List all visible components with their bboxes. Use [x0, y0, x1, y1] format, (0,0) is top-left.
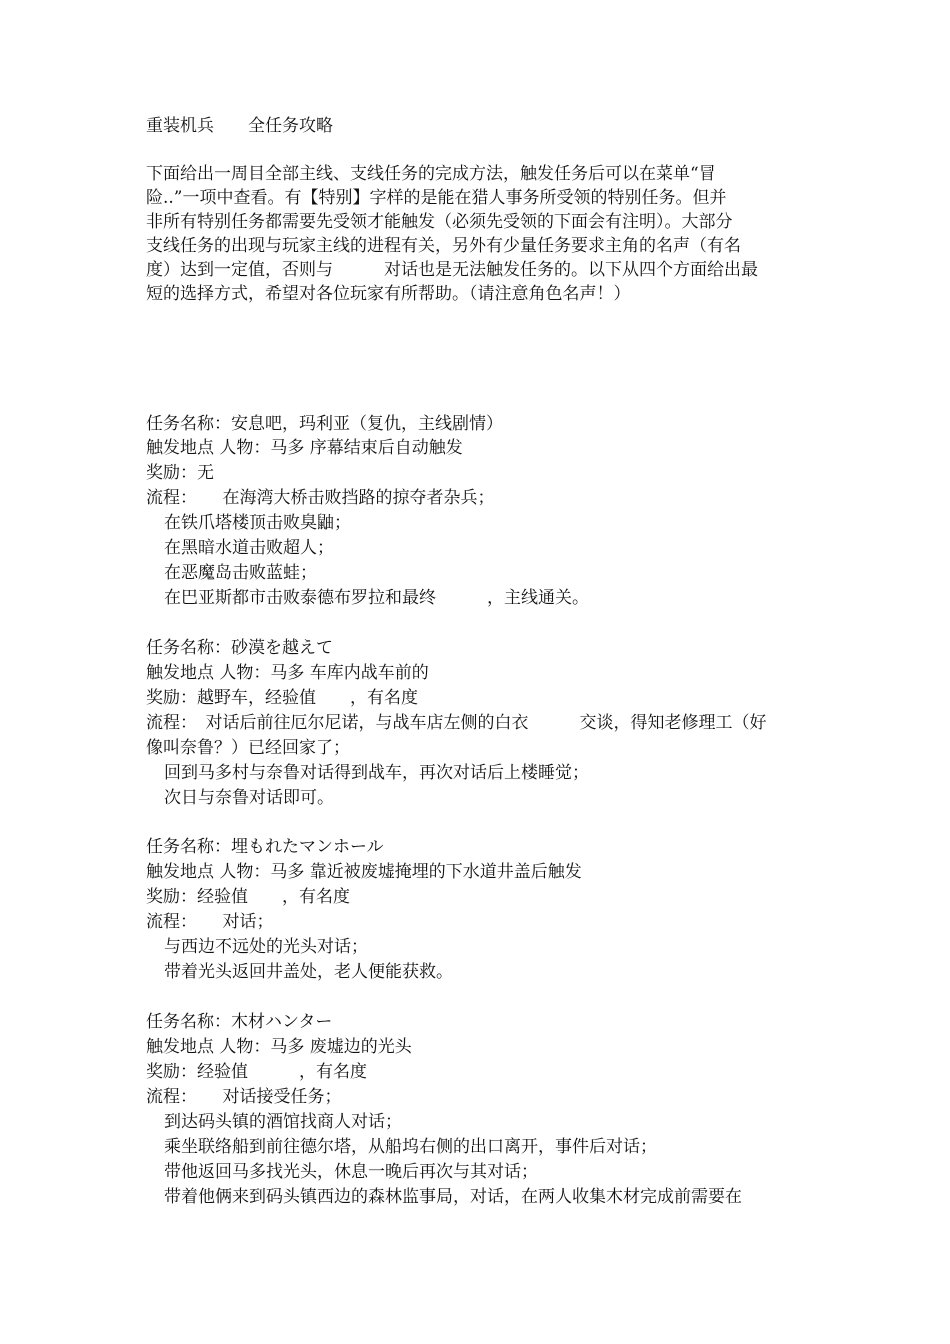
quest-step: 回到马多村与奈鲁对话得到战车，再次对话后上楼睡觉；: [164, 763, 589, 783]
quest-step: 与西边不远处的光头对话；: [164, 937, 368, 957]
quest-step: 带他返回马多找光头，休息一晚后再次与其对话；: [164, 1162, 538, 1182]
intro-line: 度）达到一定值，否则与 对话也是无法触发任务的。以下从四个方面给出最: [146, 260, 758, 280]
quest-step: 带着光头返回井盖处，老人便能获救。: [164, 962, 453, 982]
quest-step: 到达码头镇的酒馆找商人对话；: [164, 1112, 402, 1132]
quest-reward: 奖励：越野车，经验值 ，有名度: [146, 688, 418, 708]
quest-trigger: 触发地点 人物：马多 序幕结束后自动触发: [146, 438, 463, 458]
quest-flow: 流程： 在海湾大桥击败挡路的掠夺者杂兵；: [146, 488, 495, 508]
quest-flow: 流程： 对话；: [146, 912, 274, 932]
quest-name: 任务名称：埋もれたマンホール: [146, 837, 384, 857]
quest-step: 在黑暗水道击败超人；: [164, 538, 334, 558]
intro-line: 下面给出一周目全部主线、支线任务的完成方法，触发任务后可以在菜单“冒: [146, 164, 716, 184]
quest-flow: 流程： 对话接受任务；: [146, 1087, 342, 1107]
intro-line: 短的选择方式，希望对各位玩家有所帮助。（请注意角色名声！）: [146, 284, 631, 304]
quest-reward: 奖励：无: [146, 463, 214, 483]
quest-flow: 流程： 对话后前往厄尔尼诺，与战车店左侧的白衣 交谈，得知老修理工（好: [146, 713, 767, 733]
quest-step: 在铁爪塔楼顶击败臭鼬；: [164, 513, 351, 533]
quest-flow-continued: 像叫奈鲁？）已经回家了；: [146, 738, 350, 758]
intro-line: 险..”一项中查看。有【特别】字样的是能在猎人事务所受领的特别任务。但并: [146, 188, 727, 208]
intro-line: 非所有特别任务都需要先受领才能触发（必须先受领的下面会有注明）。大部分: [146, 212, 733, 232]
quest-reward: 奖励：经验值 ，有名度: [146, 887, 350, 907]
quest-trigger: 触发地点 人物：马多 废墟边的光头: [146, 1037, 412, 1057]
quest-step: 乘坐联络船到前往德尔塔，从船坞右侧的出口离开，事件后对话；: [164, 1137, 657, 1157]
quest-step: 带着他俩来到码头镇西边的森林监事局，对话，在两人收集木材完成前需要在: [164, 1187, 742, 1207]
quest-trigger: 触发地点 人物：马多 车库内战车前的: [146, 663, 429, 683]
quest-name: 任务名称：砂漠を越えて: [146, 638, 333, 658]
intro-line: 支线任务的出现与玩家主线的进程有关，另外有少量任务要求主角的名声（有名: [146, 236, 741, 256]
quest-name: 任务名称：安息吧，玛利亚（复仇，主线剧情）: [146, 414, 503, 434]
quest-trigger: 触发地点 人物：马多 靠近被废墟掩埋的下水道井盖后触发: [146, 862, 582, 882]
quest-step: 在恶魔岛击败蓝蛙；: [164, 563, 317, 583]
quest-step: 次日与奈鲁对话即可。: [164, 788, 334, 808]
document-title: 重装机兵 全任务攻略: [146, 116, 333, 136]
quest-step: 在巴亚斯都市击败泰德布罗拉和最终 ，主线通关。: [164, 588, 589, 608]
quest-reward: 奖励：经验值 ，有名度: [146, 1062, 367, 1082]
quest-name: 任务名称：木材ハンター: [146, 1012, 333, 1032]
